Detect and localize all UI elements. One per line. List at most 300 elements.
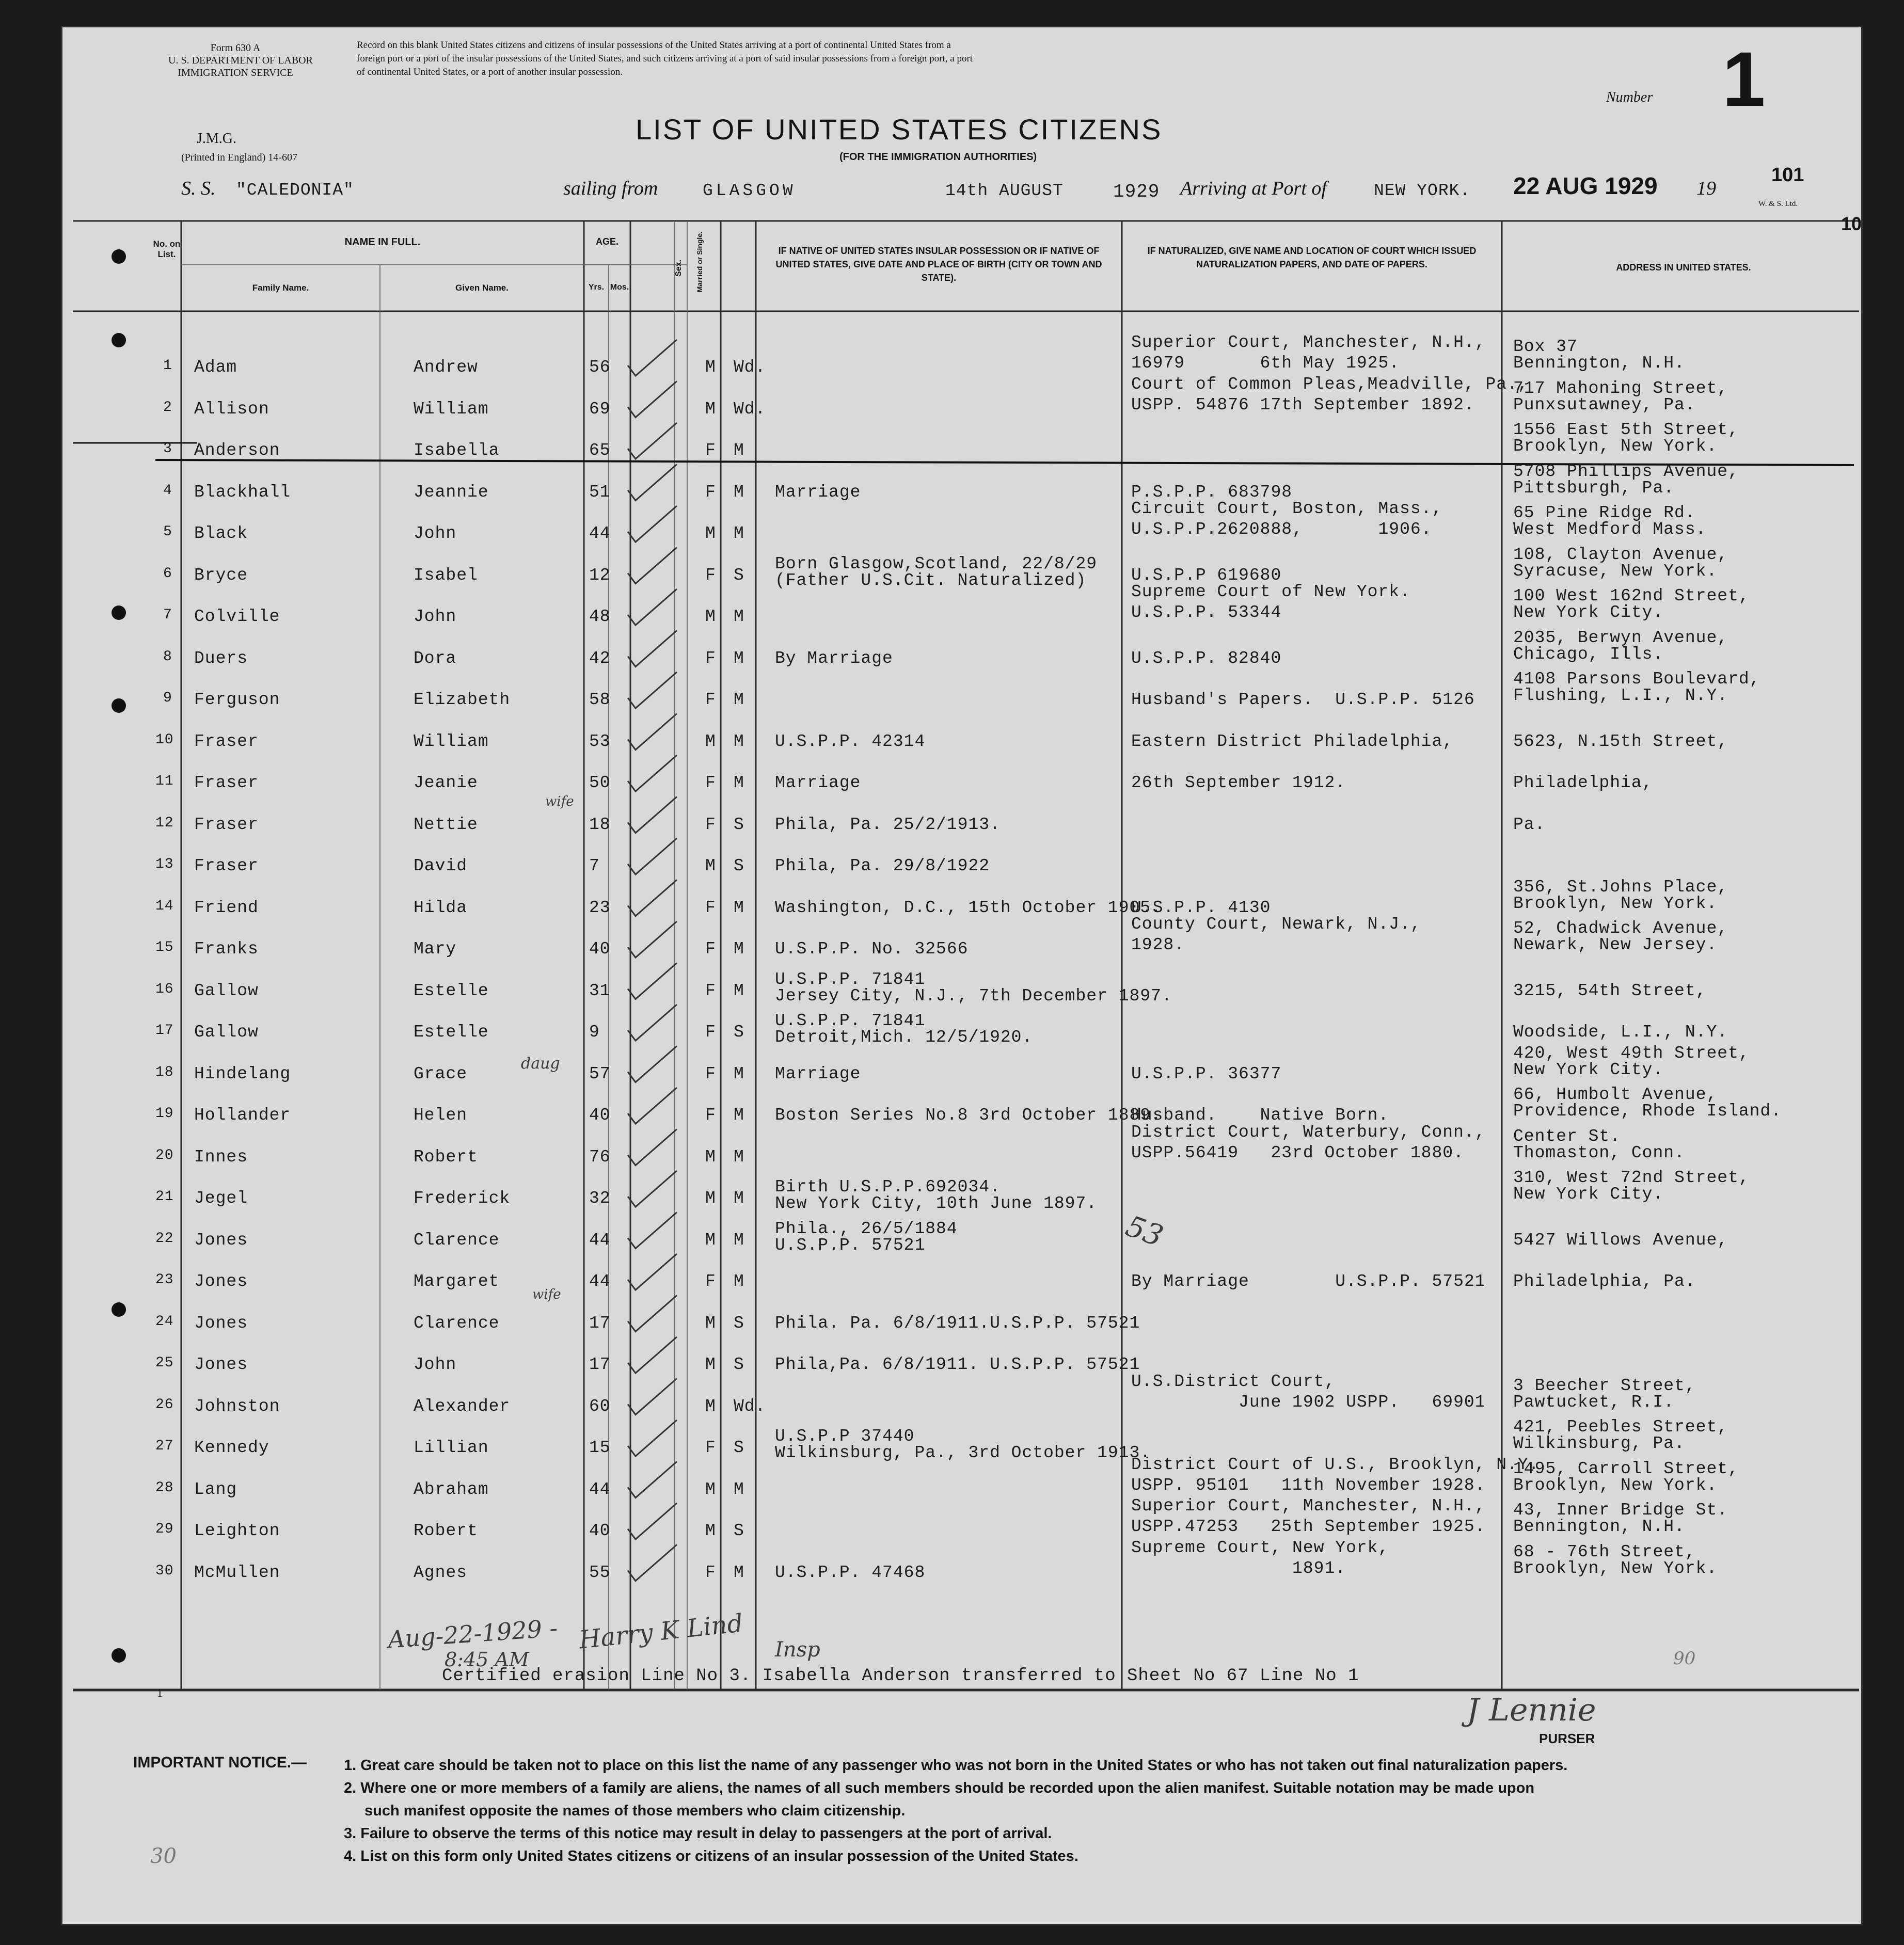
family-name: Fraser [194, 856, 259, 875]
check-mark [628, 1379, 677, 1415]
check-mark [628, 1129, 677, 1166]
header-no: No. on List. [153, 239, 181, 259]
age-years: 17 [589, 1355, 611, 1374]
native-birth-info: Marriage [775, 773, 861, 792]
naturalization-info: Superior Court, Manchester, N.H., [1131, 1496, 1486, 1516]
marital-status: M [734, 1189, 744, 1208]
sex: M [705, 1189, 716, 1208]
address-line: 4108 Parsons Boulevard, [1513, 669, 1760, 689]
sex: F [705, 981, 716, 1000]
check-mark [628, 1171, 677, 1207]
naturalization-info: June 1902 USPP. 69901 [1131, 1392, 1486, 1412]
address-line: 65 Pine Ridge Rd. [1513, 503, 1696, 522]
family-name: Kennedy [194, 1438, 269, 1457]
punch-hole [112, 698, 126, 713]
native-birth-info: Phila, Pa. 29/8/1922 [775, 856, 990, 875]
marital-status: M [734, 524, 744, 543]
printed-note: (Printed in England) 14-607 [181, 152, 297, 163]
family-name: Jones [194, 1355, 248, 1374]
row-number: 11 [155, 773, 174, 789]
ss-prefix: S. S. [181, 178, 216, 199]
sex: M [705, 1521, 716, 1540]
sex: M [705, 1147, 716, 1167]
naturalization-info: U.S.P.P 619680 [1131, 565, 1282, 585]
header-yrs: Yrs. [588, 283, 605, 292]
page-subtitle: (FOR THE IMMIGRATION AUTHORITIES) [839, 151, 1037, 163]
address-line: Brooklyn, New York. [1513, 1475, 1718, 1495]
address-line: 421, Peebles Street, [1513, 1417, 1728, 1437]
header-name: NAME IN FULL. [344, 236, 421, 248]
native-birth-info: Phila, Pa. 25/2/1913. [775, 815, 1001, 834]
family-name: Hollander [194, 1106, 291, 1125]
check-mark [628, 548, 677, 584]
margin-90: 90 [1673, 1648, 1696, 1669]
sailing-label: sailing from [563, 178, 658, 199]
notice-items [344, 1754, 1567, 1868]
given-name: Clarence [414, 1313, 500, 1333]
age-years: 55 [589, 1563, 611, 1582]
marital-status: Wd. [734, 1396, 766, 1416]
family-name: Johnston [194, 1396, 280, 1416]
marital-status: M [734, 648, 744, 668]
sex: F [705, 815, 716, 834]
age-years: 56 [589, 358, 611, 377]
address-line: Thomaston, Conn. [1513, 1143, 1685, 1162]
sex: M [705, 524, 716, 543]
header-married: Married or Single. [695, 231, 704, 293]
family-name: Jegel [194, 1189, 248, 1208]
address-line: Bennington, N.H. [1513, 1517, 1685, 1536]
family-name: Fraser [194, 815, 259, 834]
year-suffix: 19 [1696, 178, 1716, 199]
row-number: 9 [163, 690, 172, 706]
sex: M [705, 731, 716, 751]
age-years: 51 [589, 482, 611, 502]
naturalization-info: 1891. [1131, 1558, 1346, 1578]
family-name: Adam [194, 358, 237, 377]
address-line: 1556 East 5th Street, [1513, 420, 1739, 439]
marital-status: M [734, 482, 744, 502]
check-mark [628, 1046, 677, 1082]
age-years: 40 [589, 1521, 611, 1540]
row-number: 4 [163, 482, 172, 499]
department-label: U. S. DEPARTMENT OF LABOR [168, 55, 313, 66]
row-number: 1 [163, 358, 172, 374]
punch-hole [112, 249, 126, 264]
check-mark [628, 465, 677, 501]
voyage-line [181, 177, 354, 200]
family-name: Gallow [194, 1023, 259, 1042]
page-title: LIST OF UNITED STATES CITIZENS [636, 113, 1163, 146]
sex: M [705, 1479, 716, 1499]
address-line: 43, Inner Bridge St. [1513, 1501, 1728, 1520]
record-instructions: Record on this blank United States citizens and citizens of insular possessions of the United States arriving at a port of continental United States from a foreign port or a port of the insular possessions of the United States, and such citizens arriving at a port of said insular possessions from a foreign port, a port of continental United States, or a port of another insular possession. [357, 40, 973, 77]
age-years: 32 [589, 1189, 611, 1208]
sex: F [705, 441, 716, 460]
service-label: IMMIGRATION SERVICE [178, 67, 293, 78]
address-line: Box 37 [1513, 337, 1578, 356]
punch-hole [112, 1302, 126, 1317]
sex: F [705, 939, 716, 959]
naturalization-info: County Court, Newark, N.J., [1131, 915, 1421, 934]
age-years: 23 [589, 898, 611, 917]
family-name: Bryce [194, 565, 248, 585]
sex: F [705, 773, 716, 792]
naturalization-info: U.S.P.P. 4130 [1131, 898, 1271, 917]
marital-status: S [734, 856, 744, 875]
given-name: Mary [414, 939, 457, 959]
address-line: Pa. [1513, 815, 1546, 834]
sex: M [705, 607, 716, 626]
given-name: John [414, 1355, 457, 1374]
check-mark [628, 714, 677, 750]
address-line: New York City. [1513, 1060, 1664, 1079]
given-name: John [414, 524, 457, 543]
address-line: Syracuse, New York. [1513, 561, 1718, 581]
sex: F [705, 690, 716, 709]
age-years: 31 [589, 981, 611, 1000]
sex: F [705, 565, 716, 585]
given-name: Isabella [414, 441, 500, 460]
naturalization-info: By Marriage U.S.P.P. 57521 [1131, 1272, 1486, 1291]
sex: M [705, 856, 716, 875]
check-mark [628, 1337, 677, 1373]
given-name: Isabel [414, 565, 478, 585]
naturalization-info: District Court of U.S., Brooklyn, N.Y. [1131, 1455, 1540, 1474]
native-birth-info: New York City, 10th June 1897. [775, 1194, 1098, 1213]
address-line: 5427 Willows Avenue, [1513, 1230, 1728, 1250]
row-number: 27 [155, 1438, 174, 1454]
marital-status: M [734, 607, 744, 626]
margin-30: 30 [150, 1844, 177, 1868]
check-mark [628, 1462, 677, 1498]
naturalization-info: USPP.47253 25th September 1925. [1131, 1517, 1486, 1536]
given-name: Hilda [414, 898, 468, 917]
naturalization-info: Husband's Papers. U.S.P.P. 5126 [1131, 690, 1475, 709]
marital-status: M [734, 898, 744, 917]
given-name: Margaret [414, 1272, 500, 1291]
family-name: Friend [194, 898, 259, 917]
native-birth-info: Wilkinsburg, Pa., 3rd October 1913. [775, 1443, 1151, 1462]
family-name: Allison [194, 399, 269, 419]
check-mark [628, 506, 677, 542]
check-mark [628, 589, 677, 625]
family-name: Fraser [194, 731, 259, 751]
check-mark [628, 1005, 677, 1041]
marital-status: Wd. [734, 358, 766, 377]
given-name: Helen [414, 1106, 468, 1125]
row-number: 17 [155, 1023, 174, 1039]
marital-status: M [734, 1147, 744, 1167]
family-name: Ferguson [194, 690, 280, 709]
row-number: 10 [155, 731, 174, 748]
native-birth-info: Marriage [775, 1064, 861, 1083]
check-mark [628, 1296, 677, 1332]
row-number: 12 [155, 815, 174, 831]
family-name: Lang [194, 1479, 237, 1499]
row-number: 8 [163, 648, 172, 665]
row-number: 23 [155, 1272, 174, 1288]
address-line: 3215, 54th Street, [1513, 981, 1707, 1000]
native-birth-info: U.S.P.P. 71841 [775, 969, 926, 989]
row-number: 15 [155, 939, 174, 955]
given-name: Elizabeth [414, 690, 511, 709]
naturalization-info: 16979 6th May 1925. [1131, 354, 1400, 373]
age-years: 12 [589, 565, 611, 585]
naturalization-info: Husband. Native Born. [1131, 1106, 1389, 1125]
marital-status: M [734, 1479, 744, 1499]
age-years: 9 [589, 1023, 600, 1042]
native-birth-info: Jersey City, N.J., 7th December 1897. [775, 986, 1172, 1006]
address-line: Punxsutawney, Pa. [1513, 395, 1696, 414]
marital-status: S [734, 1355, 744, 1374]
row-number: 26 [155, 1396, 174, 1413]
naturalization-info: Supreme Court, New York, [1131, 1538, 1389, 1557]
family-name: Leighton [194, 1521, 280, 1540]
naturalization-info: 1928. [1131, 935, 1185, 954]
age-years: 48 [589, 607, 611, 626]
address-line: Chicago, Ills. [1513, 644, 1664, 664]
age-years: 60 [589, 1396, 611, 1416]
notice-item-3: 3. Failure to observe the terms of this notice may result in delay to passengers at the port of arrival. [344, 1825, 1052, 1842]
family-name: Fraser [194, 773, 259, 792]
marital-status: M [734, 1272, 744, 1291]
header-age: AGE. [595, 236, 618, 247]
sex: F [705, 1438, 716, 1457]
given-name: Estelle [414, 981, 489, 1000]
address-line: New York City. [1513, 1185, 1664, 1204]
check-mark [628, 1213, 677, 1249]
address-line: Brooklyn, New York. [1513, 1558, 1718, 1578]
given-name: David [414, 856, 468, 875]
address-line: Flushing, L.I., N.Y. [1513, 686, 1728, 705]
check-mark [628, 672, 677, 708]
address-line: 68 - 76th Street, [1513, 1542, 1696, 1561]
row-number: 14 [155, 898, 174, 914]
age-years: 65 [589, 441, 611, 460]
age-years: 40 [589, 939, 611, 959]
given-name: Clarence [414, 1230, 500, 1250]
naturalization-info: U.S.P.P. 36377 [1131, 1064, 1282, 1083]
marital-status: Wd. [734, 399, 766, 419]
address-line: Wilkinsburg, Pa. [1513, 1434, 1685, 1453]
given-name: Agnes [414, 1563, 468, 1582]
form-initials: J.M.G. [197, 131, 237, 147]
given-name: Abraham [414, 1479, 489, 1499]
header-address: ADDRESS IN UNITED STATES. [1616, 262, 1751, 273]
sex: M [705, 1355, 716, 1374]
address-line: 100 West 162nd Street, [1513, 586, 1750, 605]
marital-status: M [734, 731, 744, 751]
family-name: Blackhall [194, 482, 291, 502]
native-birth-info: Phila. Pa. 6/8/1911.U.S.P.P. 57521 [775, 1313, 1140, 1333]
address-line: 3 Beecher Street, [1513, 1376, 1696, 1395]
port-to: NEW YORK. [1374, 181, 1471, 200]
family-name: Hindelang [194, 1064, 291, 1083]
naturalization-info: U.S.P.P. 53344 [1131, 603, 1282, 622]
address-line: Newark, New Jersey. [1513, 935, 1718, 954]
given-name: Lillian [414, 1438, 489, 1457]
row-number: 20 [155, 1147, 174, 1163]
punch-hole [112, 605, 126, 620]
age-years: 44 [589, 524, 611, 543]
row-number: 5 [163, 524, 172, 540]
naturalization-info: Superior Court, Manchester, N.H., [1131, 333, 1486, 352]
given-name: Jeanie [414, 773, 478, 792]
check-mark [628, 838, 677, 874]
check-mark [628, 797, 677, 833]
age-years: 53 [589, 731, 611, 751]
address-line: Bennington, N.H. [1513, 354, 1685, 373]
row-number: 3 [163, 441, 172, 457]
header-mos: Mos. [610, 283, 629, 292]
port-from: GLASGOW [703, 181, 796, 200]
given-name: Robert [414, 1521, 478, 1540]
age-years: 57 [589, 1064, 611, 1083]
sailing-date: 14th AUGUST [945, 181, 1064, 200]
native-birth-info: U.S.P.P. 47468 [775, 1563, 926, 1582]
native-birth-info: By Marriage [775, 648, 893, 668]
native-birth-info: Birth U.S.P.P.692034. [775, 1177, 1001, 1197]
family-name: Innes [194, 1147, 248, 1167]
sex: M [705, 1396, 716, 1416]
address-line: Pawtucket, R.I. [1513, 1392, 1675, 1412]
age-years: 15 [589, 1438, 611, 1457]
marital-status: S [734, 815, 744, 834]
margin-53: 53 [1121, 1209, 1168, 1254]
address-line: 310, West 72nd Street, [1513, 1168, 1750, 1187]
sex: M [705, 399, 716, 419]
marital-status: M [734, 981, 744, 1000]
marital-status: S [734, 1438, 744, 1457]
notice-item-2b: such manifest opposite the names of those members who claim citizenship. [364, 1803, 906, 1819]
address-line: 356, St.Johns Place, [1513, 877, 1728, 897]
native-birth-info: Detroit,Mich. 12/5/1920. [775, 1028, 1033, 1047]
given-name: Frederick [414, 1189, 511, 1208]
native-birth-info: Boston Series No.8 3rd October 1889. [775, 1106, 1162, 1125]
address-line: New York City. [1513, 603, 1664, 622]
age-years: 18 [589, 815, 611, 834]
marital-status: M [734, 773, 744, 792]
address-line: 108, Clayton Avenue, [1513, 545, 1728, 564]
check-mark [628, 1420, 677, 1456]
number-value: 1 [1722, 36, 1766, 122]
punch-hole [112, 333, 126, 347]
family-name: Jones [194, 1313, 248, 1333]
family-name: Jones [194, 1230, 248, 1250]
family-name: Black [194, 524, 248, 543]
family-name: Jones [194, 1272, 248, 1291]
address-line: Brooklyn, New York. [1513, 894, 1718, 913]
marital-status: S [734, 1023, 744, 1042]
marital-status: S [734, 1313, 744, 1333]
naturalization-info: USPP. 95101 11th November 1928. [1131, 1475, 1486, 1495]
age-years: 17 [589, 1313, 611, 1333]
family-name: Duers [194, 648, 248, 668]
naturalization-info: Eastern District Philadelphia, [1131, 731, 1454, 751]
certified-erasion: Certified erasion Line No 3. Isabella Anderson transferred to Sheet No 67 Line No 1 [442, 1666, 1359, 1686]
check-mark [628, 921, 677, 958]
sex: M [705, 358, 716, 377]
address-line: West Medford Mass. [1513, 520, 1707, 539]
purser-signature: J Lennie [1467, 1692, 1596, 1728]
header-family: Family Name. [252, 283, 309, 293]
native-birth-info: Washington, D.C., 15th October 1905. [775, 898, 1162, 917]
native-birth-info: U.S.P.P 37440 [775, 1427, 915, 1446]
notice-item-4: 4. List on this form only United States citizens or citizens of an insular possession of the United States. [344, 1848, 1078, 1864]
arriving-label: Arriving at Port of [1180, 178, 1327, 199]
row-number: 7 [163, 607, 172, 623]
sex: M [705, 1313, 716, 1333]
naturalization-info: Court of Common Pleas,Meadville, Pa., [1131, 374, 1529, 394]
marital-status: M [734, 441, 744, 460]
header-sex: Sex. [674, 260, 683, 277]
age-years: 76 [589, 1147, 611, 1167]
age-years: 44 [589, 1479, 611, 1499]
sex: F [705, 1064, 716, 1083]
given-name: Estelle [414, 1023, 489, 1042]
check-mark [628, 880, 677, 916]
given-name: John [414, 607, 457, 626]
family-name: McMullen [194, 1563, 280, 1582]
sex: F [705, 648, 716, 668]
inspector-time: 8:45 AM [445, 1648, 529, 1671]
check-mark [628, 1503, 677, 1539]
header-given: Given Name. [455, 283, 509, 293]
naturalization-info: U.S.District Court, [1131, 1372, 1336, 1391]
check-mark [628, 1088, 677, 1124]
check-mark [628, 1254, 677, 1290]
age-years: 58 [589, 690, 611, 709]
native-birth-info: Phila,Pa. 6/8/1911. U.S.P.P. 57521 [775, 1355, 1140, 1374]
note-wife-2: wife [532, 1287, 561, 1302]
marital-status: S [734, 565, 744, 585]
marital-status: S [734, 1521, 744, 1540]
given-name: Alexander [414, 1396, 511, 1416]
native-birth-info: Born Glasgow,Scotland, 22/8/29 [775, 554, 1098, 573]
address-line: Brooklyn, New York. [1513, 437, 1718, 456]
address-line: Providence, Rhode Island. [1513, 1102, 1782, 1121]
ship-name: "CALEDONIA" [236, 181, 354, 200]
address-line: Pittsburgh, Pa. [1513, 478, 1675, 498]
punch-hole [112, 1648, 126, 1663]
family-name: Franks [194, 939, 259, 959]
address-line: 420, West 49th Street, [1513, 1043, 1750, 1063]
row-number: 21 [155, 1189, 174, 1205]
sex: F [705, 1106, 716, 1125]
note-daug: daug [521, 1055, 560, 1073]
sex: F [705, 898, 716, 917]
address-line: 2035, Berwyn Avenue, [1513, 628, 1728, 647]
given-name: William [414, 731, 489, 751]
naturalization-info: 26th September 1912. [1131, 773, 1346, 792]
native-birth-info: U.S.P.P. 42314 [775, 731, 926, 751]
native-birth-info: U.S.P.P. 57521 [775, 1235, 926, 1255]
age-years: 50 [589, 773, 611, 792]
purser-label: PURSER [1539, 1731, 1595, 1746]
check-mark [628, 381, 677, 418]
check-mark [628, 963, 677, 999]
address-line: 5708 Phillips Avenue, [1513, 461, 1739, 481]
header-native: IF NATIVE OF UNITED STATES INSULAR POSSESSION OR IF NATIVE OF UNITED STATES, GIVE DATE AND PLACE OF BIRTH (CITY OR TOWN AND STATE). [775, 246, 1102, 283]
row-number: 25 [155, 1355, 174, 1371]
margin-1: 1 [157, 1686, 163, 1699]
check-mark [628, 423, 677, 459]
notice-heading: IMPORTANT NOTICE.— [133, 1754, 307, 1771]
native-birth-info: Marriage [775, 482, 861, 502]
row-number: 29 [155, 1521, 174, 1537]
marital-status: M [734, 1563, 744, 1582]
